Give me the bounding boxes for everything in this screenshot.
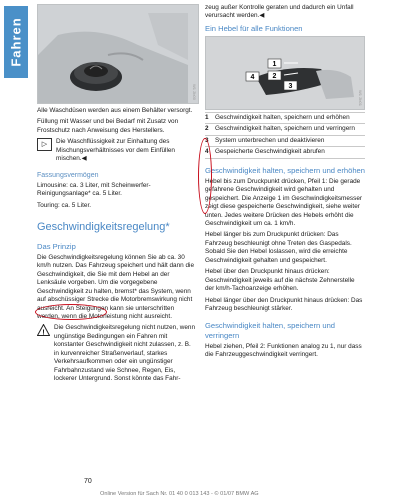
paragraph: zeug außer Kontrolle geraten und dadurch ein Unfall verursacht werden.◀: [205, 4, 354, 20]
principle-heading: Das Prinzip: [37, 241, 76, 251]
capacity-heading: Fassungsvermögen: [37, 171, 99, 179]
footer-text: Online Version für Sach Nr. 01 40 0 013 143 - © 01/07 BMW AG: [100, 491, 259, 497]
svg-text:2: 2: [272, 72, 277, 80]
reduce-heading: Geschwindigkeit halten, speichern und verringern: [205, 320, 336, 340]
svg-text:1: 1: [272, 60, 277, 68]
lever-image: [205, 36, 365, 110]
image-code: W1 2b00: [192, 83, 197, 100]
warning-block: ! Die Geschwindigkeitsregelung nicht nutzen, wenn ungünstige Bedingungen ein Fahren mit konstanter Geschwindigkeit nicht zulassen, z. B. in kurvenreicher Straßenverlauf, starkes Verkehrsaufkommen oder ein ungünstiger Fahrbahnzustand wie Schnee, Regen, Eis, lockerer Untergrund. Sonst könnte das Fahr-: [37, 324, 197, 383]
svg-text:4: 4: [250, 73, 255, 81]
washer-image: [37, 4, 199, 104]
note-triangle-icon: ▷: [37, 138, 52, 151]
list-item: 4 Gespeicherte Geschwindigkeit abrufen: [205, 146, 365, 158]
section-side-tab: Fahren: [4, 6, 28, 78]
washer-illustration: [38, 5, 198, 103]
lever-illustration: [206, 37, 364, 109]
image-code: W1 2b01: [358, 89, 363, 106]
paragraph: Touring: ca. 5 Liter.: [37, 201, 91, 209]
warning-triangle-icon: [37, 324, 50, 336]
paragraph: Hebel bis zum Druckpunkt drücken, Pfeil 1: Die gerade gefahrene Geschwindigkeit wird gehalten und gespeichert. Die Anzeige 1 im Geschwindigkeitsmesser zeigt diese gespeicherte Geschwindigkeit, siehe weiter unten. Jedes weitere Drücken des Hebels erhöht die Geschwindigkeit um ca. 1 km/h.: [205, 177, 362, 228]
svg-text:!: !: [42, 329, 45, 337]
page-number: 70: [84, 478, 92, 485]
note-block: ▷ Die Waschflüssigkeit zur Einhaltung des Mischungsverhältnisses vor dem Einfüllen mischen.◀: [37, 138, 197, 163]
list-item: 2 Geschwindigkeit halten, speichern und verringern: [205, 123, 365, 134]
list-item: 3 System unterbrechen und deaktivieren: [205, 135, 365, 146]
cruise-control-heading: Geschwindigkeitsregelung*: [37, 221, 170, 234]
paragraph: Die Geschwindigkeitsregelung können Sie ab ca. 30 km/h nutzen. Das Fahrzeug speichert und hält dann die Geschwindigkeit, die Sie mit dem Hebel an der Lenksäule vorgeben. Um die vorgegebene Geschwindigkeit zu halten, bremst* das System, wenn auf abschüssiger Strecke die Motorbremswirkung nicht ausreicht. An Steigungen kann sie unterschritten werden, wenn die Motorleistung nicht ausreicht.: [37, 253, 195, 321]
right-column: [205, 4, 365, 362]
store-heading: Geschwindigkeit halten, speichern und erhöhen: [205, 165, 365, 175]
lever-heading: Ein Hebel für alle Funktionen: [205, 23, 303, 33]
paragraph: Hebel länger über den Druckpunkt hinaus drücken: Das Fahrzeug beschleunigt stärker.: [205, 296, 363, 313]
paragraph: Hebel ziehen, Pfeil 2: Funktionen analog zu 1, nur dass die Fahrzeuggeschwindigkeit verringert.: [205, 342, 362, 359]
paragraph: Alle Waschdüsen werden aus einem Behälter versorgt.: [37, 107, 193, 114]
red-annotation-bracket: [198, 138, 212, 214]
left-column: [37, 4, 197, 387]
paragraph: Hebel länger bis zum Druckpunkt drücken: Das Fahrzeug beschleunigt ohne Treten des Gaspedals. Sobald Sie den Hebel loslassen, wird die erreichte Geschwindigkeit gehalten und gespeichert.: [205, 231, 352, 264]
function-list: [205, 112, 365, 159]
list-item: 1 Geschwindigkeit halten, speichern und erhöhen: [205, 112, 365, 123]
red-annotation-circle: [35, 304, 107, 320]
svg-text:3: 3: [288, 82, 293, 90]
paragraph: Hebel über den Druckpunkt hinaus drücken: Geschwindigkeit jeweils auf die nächste Zehnerstelle der km/h-Tachoanzeige erhöhen.: [205, 268, 355, 293]
paragraph: Füllung mit Wasser und bei Bedarf mit Zusatz von Frostschutz nach Anweisung des Herstellers.: [37, 118, 179, 134]
paragraph: Limousine: ca. 3 Liter, mit Scheinwerfer-Reinigungsanlage* ca. 5 Liter.: [37, 181, 151, 198]
